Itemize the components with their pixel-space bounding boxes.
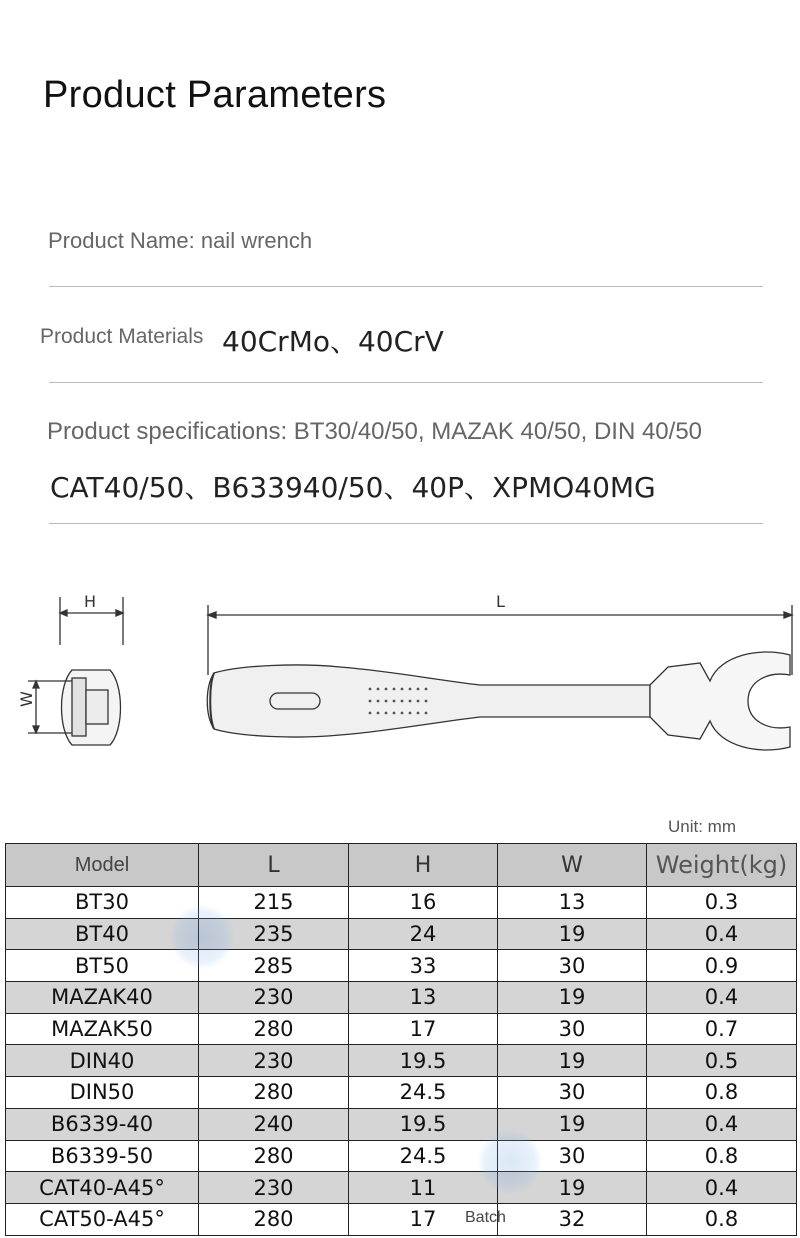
cell-weight: 0.4 (647, 1108, 797, 1140)
specifications-label: Product specifications: BT30/40/50, MAZAK 40/50, DIN 40/50 (47, 418, 703, 445)
cell-w: 19 (498, 918, 647, 950)
cell-model: MAZAK50 (6, 1013, 199, 1045)
dimension-l-label: L (496, 592, 505, 611)
specifications-value: CAT40/50、B633940/50、40P、XPMO40MG (50, 471, 656, 504)
parameters-table (5, 843, 797, 1236)
cell-weight: 0.4 (647, 918, 797, 950)
cell-weight: 0.4 (647, 1172, 797, 1204)
wrench-drawing (0, 585, 800, 755)
cell-h: 24 (349, 918, 498, 950)
cell-w: 13 (498, 887, 647, 919)
table-row (6, 1140, 797, 1172)
table-row (6, 982, 797, 1014)
cell-h: 33 (349, 950, 498, 982)
arrow-icon (784, 612, 792, 618)
table-row (6, 1108, 797, 1140)
column-header-l: L (199, 844, 349, 887)
cell-model: B6339-40 (6, 1108, 199, 1140)
table-row (6, 950, 797, 982)
dimension-w-label: W (17, 691, 36, 707)
cell-w: 30 (498, 1140, 647, 1172)
column-header-weight: Weight(kg) (647, 844, 797, 887)
arrow-icon (116, 610, 123, 616)
table-row (6, 1077, 797, 1109)
cell-h: 24.5 (349, 1077, 498, 1109)
arrow-icon (208, 612, 216, 618)
cell-w: 19 (498, 1045, 647, 1077)
cell-h: 13 (349, 982, 498, 1014)
cell-w: 19 (498, 982, 647, 1014)
cell-model: DIN50 (6, 1077, 199, 1109)
divider (49, 286, 763, 287)
cell-model: BT50 (6, 950, 199, 982)
product-name-label: Product Name: nail wrench (48, 228, 313, 253)
column-header-h: H (349, 844, 498, 887)
cell-model: B6339-50 (6, 1140, 199, 1172)
table-row (6, 1045, 797, 1077)
cell-l: 235 (199, 918, 349, 950)
page-title: Product Parameters (43, 74, 387, 116)
watermark-logo (478, 1130, 542, 1194)
cell-h: 17 (349, 1203, 498, 1235)
table-row (6, 1172, 797, 1204)
materials-label: Product Materials (40, 325, 204, 348)
cell-weight: 0.5 (647, 1045, 797, 1077)
cell-weight: 0.8 (647, 1203, 797, 1235)
cell-l: 230 (199, 1172, 349, 1204)
cell-weight: 0.8 (647, 1140, 797, 1172)
cell-model: CAT40-A45° (6, 1172, 199, 1204)
fork-head (650, 652, 790, 750)
cell-model: CAT50-A45° (6, 1203, 199, 1235)
cell-model: MAZAK40 (6, 982, 199, 1014)
cell-h: 19.5 (349, 1045, 498, 1077)
cell-w: 30 (498, 950, 647, 982)
divider (49, 382, 763, 383)
cell-h: 24.5 (349, 1140, 498, 1172)
batch-label: Batch (465, 1209, 506, 1226)
unit-label: Unit: mm (668, 817, 736, 836)
cell-model: DIN40 (6, 1045, 199, 1077)
table-row (6, 887, 797, 919)
materials-value: 40CrMo、40CrV (222, 325, 444, 358)
arrow-icon (33, 681, 39, 688)
cell-model: BT30 (6, 887, 199, 919)
cell-weight: 0.7 (647, 1013, 797, 1045)
cell-weight: 0.3 (647, 887, 797, 919)
cell-l: 285 (199, 950, 349, 982)
cell-l: 215 (199, 887, 349, 919)
watermark-logo (170, 905, 234, 969)
cell-h: 16 (349, 887, 498, 919)
cell-weight: 0.9 (647, 950, 797, 982)
cell-l: 240 (199, 1108, 349, 1140)
cell-h: 19.5 (349, 1108, 498, 1140)
end-view-shank (86, 690, 108, 724)
cell-l: 280 (199, 1013, 349, 1045)
divider (49, 523, 763, 524)
cell-h: 11 (349, 1172, 498, 1204)
cell-h: 17 (349, 1013, 498, 1045)
cell-l: 280 (199, 1077, 349, 1109)
column-header-model: Model (6, 844, 199, 887)
cell-l: 280 (199, 1140, 349, 1172)
dimension-h-label: H (84, 592, 97, 611)
wrench-handle (207, 665, 650, 737)
arrow-icon (60, 610, 67, 616)
cell-weight: 0.4 (647, 982, 797, 1014)
table-header-row (6, 844, 797, 887)
cell-w: 32 (498, 1203, 647, 1235)
cell-weight: 0.8 (647, 1077, 797, 1109)
arrow-icon (33, 726, 39, 733)
column-header-w: W (498, 844, 647, 887)
cell-w: 19 (498, 1172, 647, 1204)
cell-w: 19 (498, 1108, 647, 1140)
end-view-face (72, 678, 86, 736)
cell-l: 230 (199, 1045, 349, 1077)
table-row (6, 1203, 797, 1235)
cell-l: 230 (199, 982, 349, 1014)
cell-w: 30 (498, 1077, 647, 1109)
cell-w: 30 (498, 1013, 647, 1045)
cell-model: BT40 (6, 918, 199, 950)
cell-l: 280 (199, 1203, 349, 1235)
table-row (6, 1013, 797, 1045)
table-row (6, 918, 797, 950)
